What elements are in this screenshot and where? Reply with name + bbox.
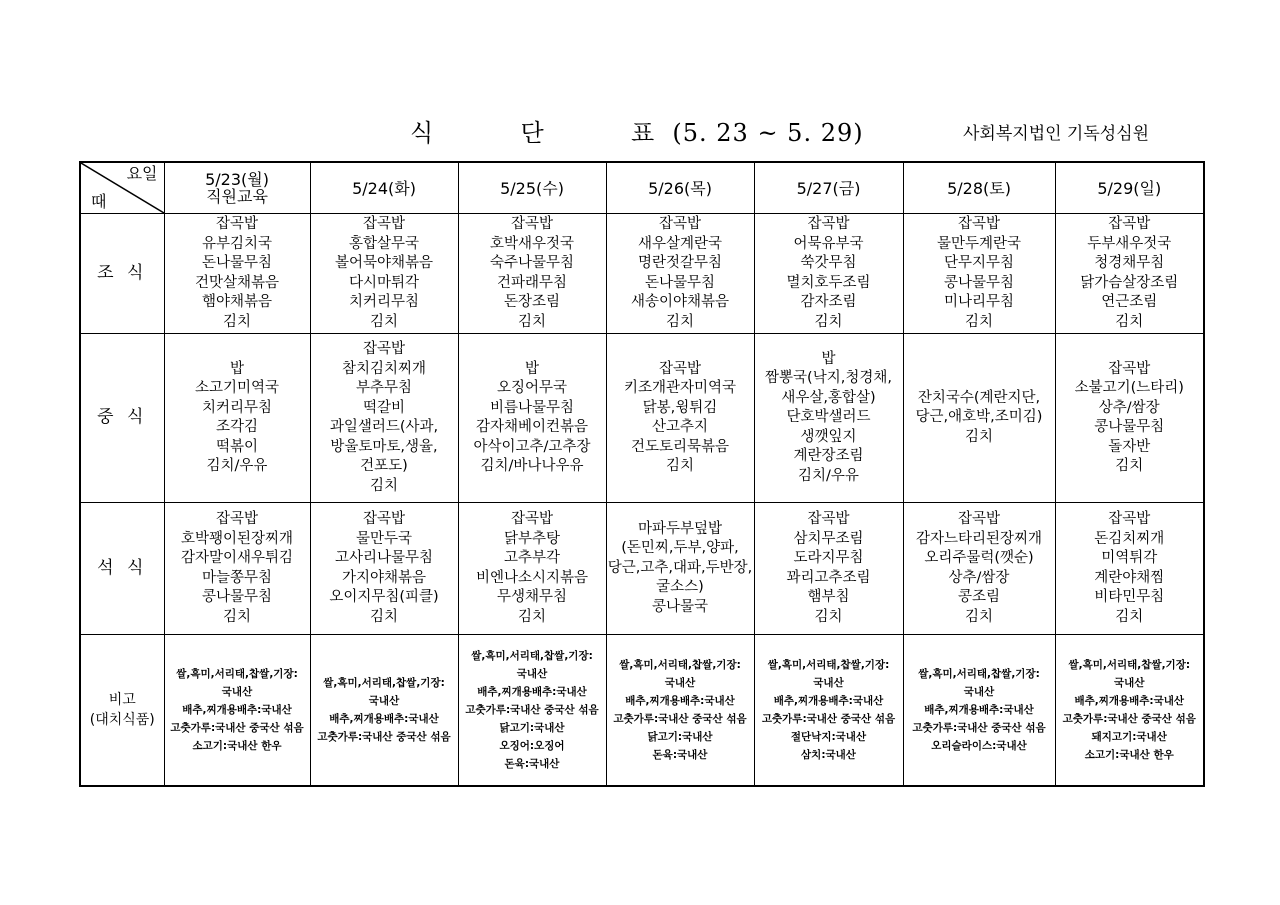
- note-item: 돈육:국내산: [504, 757, 560, 770]
- notes-cell: [1055, 635, 1204, 786]
- menu-item: 잡곡밥: [362, 216, 406, 232]
- menu-item: 참치김치찌개: [341, 360, 427, 377]
- menu-item: 김치: [665, 313, 694, 330]
- lunch-row: [80, 334, 1204, 503]
- organization-name: 사회복지법인 기독성심원: [963, 124, 1150, 144]
- note-item: 삼치:국내산: [801, 748, 856, 761]
- menu-item: 햄야채볶음: [201, 294, 273, 310]
- menu-item: 김치: [964, 608, 993, 625]
- note-item: 배추,찌개용배추:국내산: [1074, 694, 1185, 707]
- note-item: 고춧가루:국내산 중국산 섞음: [613, 712, 747, 725]
- menu-cell: [1055, 214, 1204, 334]
- menu-cell: [606, 334, 754, 503]
- menu-cell: [903, 214, 1055, 334]
- menu-item: 삼치무조림: [793, 530, 864, 547]
- corner-meal-label: 때: [91, 192, 107, 211]
- note-item: 쌀,흑미,서리태,찹쌀,기장:국내산: [323, 676, 445, 707]
- note-item: 쌀,흑미,서리태,찹쌀,기장:국내산: [918, 667, 1040, 698]
- corner-cell: [80, 162, 164, 214]
- menu-item: 돈김치찌개: [1094, 530, 1165, 547]
- menu-item: 콩나물무침: [943, 274, 1015, 291]
- menu-cell: [310, 334, 458, 503]
- day-header: [458, 162, 606, 214]
- menu-item: 상추/쌈장: [948, 569, 1010, 586]
- menu-item: 김치: [814, 608, 843, 625]
- menu-item: 밥: [229, 360, 244, 377]
- note-item: 배추,찌개용배추:국내산: [625, 694, 735, 707]
- menu-item: 산고추지: [651, 419, 709, 435]
- notes-row: [80, 635, 1204, 786]
- menu-item: 잡곡밥: [1108, 511, 1151, 527]
- meal-label: 석 식: [80, 503, 164, 635]
- menu-item: 아삭이고추/고추장: [473, 438, 591, 455]
- menu-item: 잡곡밥: [215, 511, 259, 527]
- menu-cell: [164, 334, 310, 503]
- note-item: 배추,찌개용배추:국내산: [182, 703, 292, 716]
- note-item: 오징어:오징어: [499, 739, 565, 752]
- note-item: 쌀,흑미,서리태,찹쌀,기장:국내산: [1068, 658, 1191, 689]
- note-item: 배추,찌개용배추:국내산: [773, 694, 884, 707]
- menu-item: 김치: [964, 313, 993, 330]
- corner-day-label: 요일: [126, 164, 158, 183]
- menu-item: 단무지무침: [943, 255, 1015, 271]
- menu-item: 김치: [222, 608, 251, 625]
- menu-item: 호박꽹이된장찌개: [180, 530, 294, 547]
- menu-item: 김치: [1115, 608, 1144, 625]
- day-note: 직원교육: [206, 187, 268, 206]
- menu-item: 연근조림: [1101, 294, 1158, 310]
- menu-item: 소불고기(느타리): [1074, 380, 1184, 396]
- menu-item: 감자조림: [800, 294, 857, 310]
- menu-item: 햄부침: [807, 589, 850, 605]
- menu-item: 김치: [369, 313, 398, 330]
- menu-item: 떡갈비: [362, 399, 406, 416]
- menu-item: 치커리무침: [201, 399, 273, 416]
- day-header: [1055, 162, 1204, 214]
- note-item: 쌀,흑미,서리태,찹쌀,기장:국내산: [619, 658, 741, 689]
- note-item: 소고기:국내산 한우: [1084, 748, 1174, 761]
- notes-cell: [458, 635, 606, 786]
- menu-item: 짬뽕국(낙지,청경채,새우살,홍합살): [765, 370, 892, 406]
- day-date: 5/28(토): [947, 178, 1011, 198]
- note-item: 쌀,흑미,서리태,찹쌀,기장:국내산: [471, 649, 593, 680]
- menu-item: 김치/바나나우유: [480, 458, 584, 474]
- note-item: 배추,찌개용배추:국내산: [924, 703, 1034, 716]
- menu-item: 김치: [369, 477, 398, 494]
- note-item: 고춧가루:국내산 중국산 섞음: [170, 721, 304, 734]
- menu-item: 닭가슴살장조림: [1080, 274, 1179, 291]
- menu-item: 김치: [517, 313, 546, 330]
- menu-item: 김치: [369, 608, 398, 625]
- menu-item: 비타민무침: [1094, 589, 1165, 605]
- menu-cell: [1055, 334, 1204, 503]
- menu-item: 가지야채볶음: [341, 569, 427, 586]
- menu-item: (돈민찌,두부,양파,당근,고추,대파,두반장,굴소스): [607, 540, 753, 596]
- note-item: 고춧가루:국내산 중국산 섞음: [1062, 712, 1196, 725]
- note-item: 오리슬라이스:국내산: [931, 739, 1027, 752]
- menu-item: 감자느타리된장찌개: [915, 530, 1043, 547]
- breakfast-row: [80, 214, 1204, 334]
- note-item: 돼지고기:국내산: [1091, 730, 1167, 743]
- menu-item: 돈나물무침: [201, 255, 273, 271]
- menu-item: 감자채베이컨볶음: [475, 419, 589, 435]
- menu-item: 김치/우유: [206, 458, 268, 474]
- note-item: 고춧가루:국내산 중국산 섞음: [912, 721, 1046, 734]
- menu-cell: [310, 214, 458, 334]
- menu-cell: [754, 334, 903, 503]
- menu-item: 비름나물무침: [489, 399, 575, 416]
- menu-item: 고추부각: [503, 550, 561, 566]
- menu-item: 볼어묵야채볶음: [334, 255, 434, 271]
- menu-item: 김치: [964, 428, 993, 445]
- note-item: 소고기:국내산 한우: [192, 739, 282, 752]
- note-item: 고춧가루:국내산 중국산 섞음: [761, 712, 896, 725]
- menu-item: 쑥갓무침: [800, 255, 857, 271]
- menu-cell: [754, 214, 903, 334]
- day-header: [754, 162, 903, 214]
- day-header: [310, 162, 458, 214]
- menu-cell: [754, 503, 903, 635]
- menu-item: 잡곡밥: [510, 216, 554, 232]
- menu-item: 미역튀각: [1101, 550, 1158, 566]
- menu-item: 생깻잎지: [800, 428, 857, 445]
- day-date: 5/23(월): [205, 170, 269, 189]
- menu-cell: [310, 503, 458, 635]
- menu-item: 상추/쌈장: [1098, 399, 1160, 416]
- menu-item: 콩나물국: [651, 598, 709, 615]
- menu-item: 부추무침: [355, 380, 413, 396]
- menu-item: 키조개관자미역국: [623, 380, 737, 396]
- day-header: [606, 162, 754, 214]
- menu-item: 명란젓갈무침: [637, 255, 723, 271]
- note-item: 고춧가루:국내산 중국산 섞음: [465, 703, 599, 716]
- menu-item: 오이지무침(피클): [329, 589, 439, 605]
- menu-item: 콩나물무침: [1094, 419, 1165, 435]
- menu-item: 새송이야채볶음: [630, 294, 730, 310]
- menu-item: 조각김: [215, 419, 259, 435]
- note-item: 배추,찌개용배추:국내산: [477, 685, 587, 698]
- menu-item: 잡곡밥: [957, 511, 1001, 527]
- menu-item: 물만두계란국: [936, 235, 1022, 252]
- note-item: 닭고기:국내산: [647, 730, 713, 743]
- menu-item: 꽈리고추조림: [786, 569, 871, 586]
- menu-cell: [903, 334, 1055, 503]
- menu-item: 어묵유부국: [793, 235, 864, 252]
- day-date: 5/27(금): [796, 178, 861, 198]
- menu-item: 미나리무침: [943, 294, 1015, 310]
- menu-item: 단호박샐러드: [786, 409, 871, 426]
- menu-item: 건도토리묵볶음: [630, 438, 730, 455]
- menu-cell: [606, 214, 754, 334]
- menu-item: 건맛살채볶음: [194, 274, 280, 291]
- meal-label: 중 식: [80, 334, 164, 503]
- menu-item: 고사리나물무침: [334, 550, 434, 566]
- menu-item: 건파래무침: [496, 274, 568, 291]
- notes-label: [80, 635, 164, 786]
- menu-cell: [606, 503, 754, 635]
- menu-item: 잡곡밥: [807, 216, 850, 232]
- menu-item: 콩나물무침: [201, 589, 273, 605]
- menu-item: 물만두국: [355, 530, 413, 547]
- menu-item: 콩조림: [957, 589, 1001, 605]
- day-header: [164, 162, 310, 214]
- day-header: [903, 162, 1055, 214]
- dinner-row: [80, 503, 1204, 635]
- menu-item: 도라지무침: [793, 550, 864, 566]
- day-date: 5/29(일): [1097, 178, 1162, 198]
- day-date: 5/26(목): [648, 178, 712, 198]
- note-item: 닭고기:국내산: [499, 721, 565, 734]
- menu-cell: [903, 503, 1055, 635]
- menu-item: 김치: [665, 458, 694, 474]
- notes-cell: [903, 635, 1055, 786]
- note-item: 쌀,흑미,서리태,찹쌀,기장:국내산: [767, 658, 890, 689]
- menu-cell: [164, 214, 310, 334]
- day-date: 5/24(화): [352, 178, 416, 198]
- menu-item: 떡볶이: [215, 438, 259, 455]
- menu-item: 잡곡밥: [1108, 360, 1151, 377]
- menu-item: 김치: [1115, 313, 1144, 330]
- note-item: 절단낙지:국내산: [790, 730, 867, 743]
- menu-cell: [458, 334, 606, 503]
- menu-item: 청경채무침: [1094, 255, 1165, 271]
- menu-cell: [1055, 503, 1204, 635]
- menu-item: 유부김치국: [201, 235, 273, 252]
- menu-item: 치커리무침: [348, 294, 420, 310]
- menu-item: 잡곡밥: [510, 511, 554, 527]
- notes-cell: [754, 635, 903, 786]
- menu-item: 돈장조림: [503, 294, 561, 310]
- menu-item: 감자말이새우튀김: [180, 550, 294, 566]
- menu-item: 잡곡밥: [658, 216, 702, 232]
- meal-menu-table: [79, 161, 1205, 787]
- notes-label-line: 비고: [108, 691, 136, 708]
- meal-label: 조 식: [80, 214, 164, 334]
- menu-item: 밥: [821, 350, 836, 367]
- note-item: 배추,찌개용배추:국내산: [329, 712, 439, 725]
- menu-item: 잡곡밥: [658, 360, 702, 377]
- menu-item: 잡곡밥: [957, 216, 1001, 232]
- menu-item: 두부새우젓국: [1087, 235, 1172, 252]
- menu-item: 김치: [1115, 458, 1144, 474]
- menu-item: 오리주물럭(깻순): [924, 550, 1034, 566]
- menu-item: 김치: [517, 608, 546, 625]
- menu-item: 김치: [222, 313, 251, 330]
- menu-item: 잡곡밥: [1108, 216, 1151, 232]
- menu-item: 돈나물무침: [644, 274, 716, 291]
- menu-item: 돌자반: [1108, 438, 1151, 455]
- day-date: 5/25(수): [500, 178, 564, 198]
- menu-item: 김치: [814, 313, 843, 330]
- menu-item: 닭부추탕: [503, 530, 561, 547]
- menu-item: 무생채무침: [496, 589, 568, 605]
- menu-item: 닭봉,윙튀김: [642, 399, 718, 416]
- menu-item: 새우살계란국: [637, 235, 723, 252]
- note-item: 돈육:국내산: [652, 748, 708, 761]
- notes-cell: [164, 635, 310, 786]
- menu-item: 잡곡밥: [215, 216, 259, 232]
- menu-item: 밥: [524, 360, 539, 377]
- menu-cell: [458, 214, 606, 334]
- menu-item: 멸치호두조림: [786, 274, 871, 291]
- menu-item: 잔치국수(계란지단,당근,애호박,조미김): [915, 389, 1043, 426]
- menu-cell: [458, 503, 606, 635]
- menu-item: 호박새우젓국: [489, 235, 575, 252]
- page-title: 식 단 표 (5. 23 ~ 5. 29): [410, 119, 864, 147]
- menu-cell: [164, 503, 310, 635]
- notes-label-line: (대치식품): [89, 711, 155, 728]
- menu-item: 숙주나물무침: [489, 255, 575, 271]
- menu-item: 잡곡밥: [807, 511, 850, 527]
- menu-item: 오징어무국: [496, 380, 568, 396]
- menu-item: 다시마튀각: [348, 274, 420, 291]
- menu-item: 마늘쫑무침: [201, 569, 273, 586]
- menu-item: 잡곡밥: [362, 511, 406, 527]
- menu-item: 잡곡밥: [362, 341, 406, 357]
- menu-item: 과일샐러드(사과,방울토마토,생율,건포도): [329, 419, 439, 474]
- menu-item: 홍합살무국: [348, 235, 420, 252]
- menu-item: 김치/우유: [798, 467, 859, 484]
- menu-item: 소고기미역국: [194, 380, 280, 396]
- menu-item: 마파두부덮밥: [637, 520, 723, 537]
- note-item: 쌀,흑미,서리태,찹쌀,기장:국내산: [176, 667, 298, 698]
- menu-item: 계란장조림: [793, 448, 864, 465]
- notes-cell: [606, 635, 754, 786]
- header-row: [80, 162, 1204, 214]
- notes-cell: [310, 635, 458, 786]
- menu-item: 비엔나소시지볶음: [475, 569, 589, 586]
- menu-item: 계란야채찜: [1094, 569, 1165, 586]
- note-item: 고춧가루:국내산 중국산 섞음: [317, 730, 451, 743]
